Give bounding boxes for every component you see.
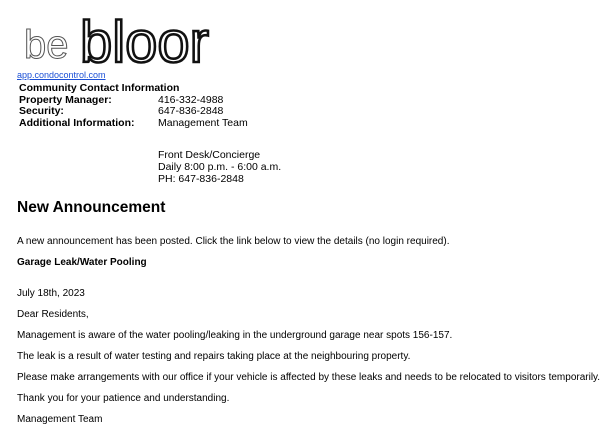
bebloor-logo [24,10,234,68]
announcement-subject: Garage Leak/Water Pooling [17,257,147,268]
extra-line: Daily 8:00 p.m. - 6:00 a.m. [158,160,282,173]
announcement-body-line: Please make arrangements with our office if your vehicle is affected by these leaks and needs to be relocated to visitors temporarily. [17,372,600,383]
contact-value: Management Team [158,116,248,129]
logo-light-text: be [24,23,69,67]
announcement-signoff: Management Team [17,414,103,425]
contact-value: 647-836-2848 [158,105,224,118]
extra-line: PH: 647-836-2848 [158,172,244,185]
contact-row-additional [19,118,248,130]
announcement-body-line: The leak is a result of water testing and repairs taking place at the neighbouring property. [17,351,411,362]
contact-value: 416-332-4988 [158,93,224,106]
condocontrol-link[interactable]: app.condocontrol.com [17,70,106,80]
extra-line: Front Desk/Concierge [158,149,261,161]
announcement-greeting: Dear Residents, [17,309,89,320]
additional-info-details [158,150,281,185]
announcement-body-line: Management is aware of the water pooling/leaking in the underground garage near spots 156-157. [17,330,453,341]
contact-label: Property Manager: [19,93,112,106]
announcement-date: July 18th, 2023 [17,288,85,299]
contact-label: Security: [19,105,64,118]
logo-bold-text: bloor [80,10,209,68]
announcement-body-line: Thank you for your patience and understanding. [17,393,230,404]
announcement-intro: A new announcement has been posted. Click the link below to view the details (no login required). [17,236,450,247]
contact-label: Additional Information: [19,116,135,129]
contact-info-block [19,83,248,129]
contact-title: Community Contact Information [19,82,180,94]
announcement-heading: New Announcement [17,199,166,216]
